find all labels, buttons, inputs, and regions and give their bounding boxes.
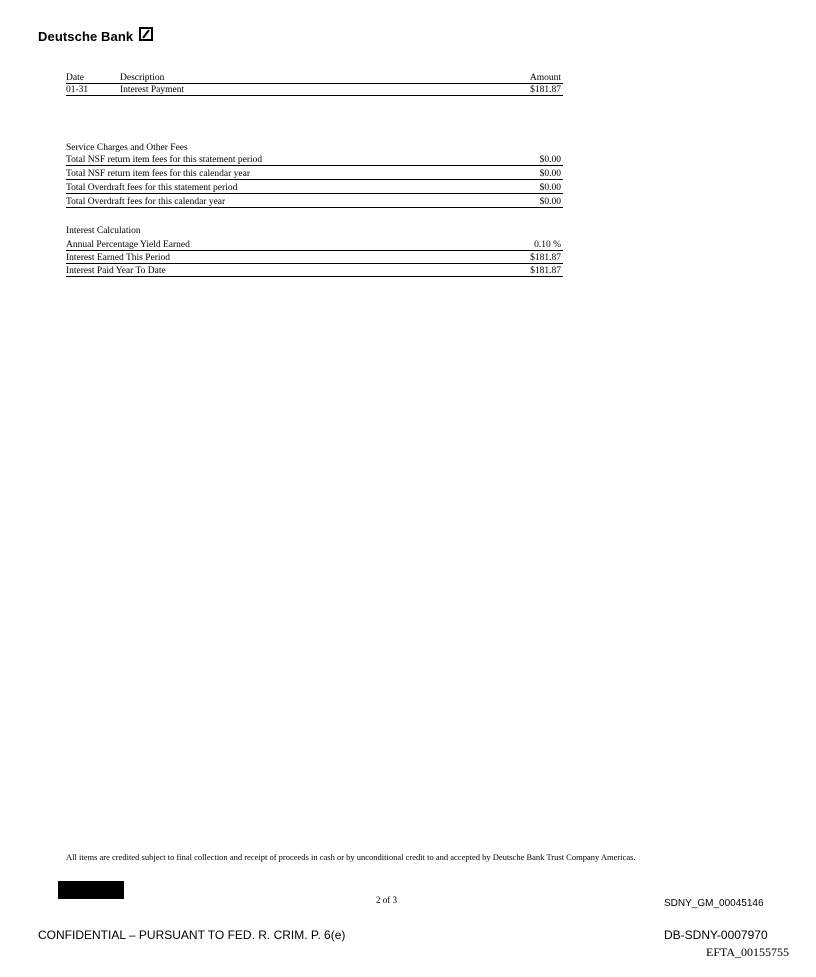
- fee-label: Total Overdraft fees for this statement period: [66, 183, 238, 193]
- service-charges-section: [66, 143, 563, 208]
- fee-label: Total NSF return item fees for this calendar year: [66, 169, 250, 179]
- page-number: 2 of 3: [376, 895, 397, 905]
- bates-number: SDNY_GM_00045146: [664, 898, 764, 909]
- interest-label: Annual Percentage Yield Earned: [66, 240, 190, 250]
- transactions-table: [66, 73, 563, 96]
- interest-value: $181.87: [530, 253, 561, 263]
- column-header-amount: Amount: [529, 73, 561, 83]
- table-row: [66, 253, 563, 264]
- deutsche-bank-slash-logo-icon: [139, 27, 153, 41]
- transaction-description: Interest Payment: [120, 85, 185, 95]
- fee-value: $0.00: [539, 169, 561, 179]
- column-header-description: Description: [120, 73, 165, 83]
- confidentiality-notice: CONFIDENTIAL – PURSUANT TO FED. R. CRIM. P. 6(e): [38, 928, 346, 942]
- efta-number: EFTA_00155755: [706, 945, 790, 959]
- fee-label: Total NSF return item fees for this statement period: [66, 155, 263, 165]
- interest-value: 0.10 %: [534, 240, 561, 250]
- service-charges-title: Service Charges and Other Fees: [66, 143, 188, 153]
- transaction-date: 01-31: [66, 85, 89, 95]
- table-row: [66, 155, 563, 166]
- bank-logo: [38, 26, 153, 46]
- table-row: [66, 85, 563, 96]
- redaction-box: [58, 881, 124, 899]
- credit-disclaimer: All items are credited subject to final collection and receipt of proceeds in cash or by unconditional credit to and accepted by Deutsche Bank Trust Company Americas.: [66, 852, 636, 862]
- table-row: [66, 169, 563, 180]
- interest-calculation-section: [66, 226, 563, 277]
- column-header-date: Date: [66, 73, 84, 83]
- interest-label: Interest Paid Year To Date: [66, 266, 166, 276]
- table-row: [66, 197, 563, 208]
- table-row: [66, 266, 563, 277]
- interest-value: $181.87: [530, 266, 561, 276]
- interest-label: Interest Earned This Period: [66, 253, 171, 263]
- interest-calculation-title: Interest Calculation: [66, 226, 141, 236]
- fee-label: Total Overdraft fees for this calendar year: [66, 197, 226, 207]
- table-row: [66, 183, 563, 194]
- fee-value: $0.00: [539, 183, 561, 193]
- table-row: [66, 240, 563, 251]
- fee-value: $0.00: [539, 155, 561, 165]
- fee-value: $0.00: [539, 197, 561, 207]
- transaction-amount: $181.87: [530, 85, 561, 95]
- db-bates-number: DB-SDNY-0007970: [664, 928, 768, 942]
- brand-name: Deutsche Bank: [38, 28, 134, 44]
- transactions-header-row: [66, 73, 563, 84]
